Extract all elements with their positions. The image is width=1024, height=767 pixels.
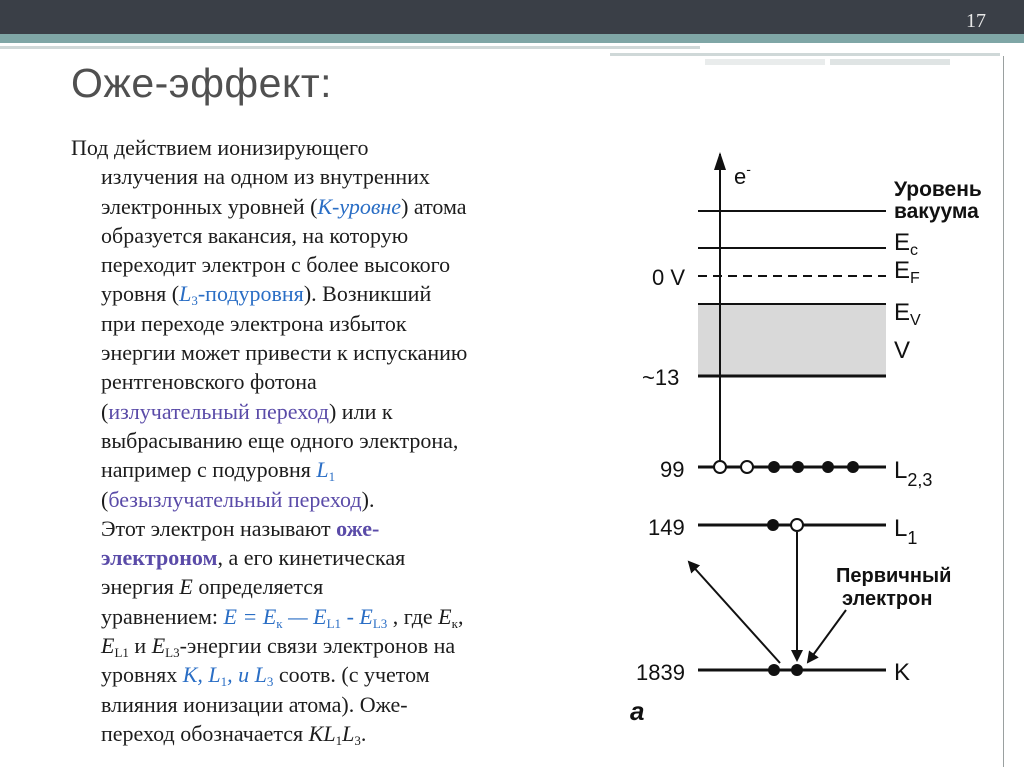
- valence-band: [698, 304, 886, 376]
- text-line: излучения на одном из внутренних: [101, 164, 430, 190]
- ec-label: $E_c$: [894, 229, 919, 259]
- value-0v: 0 V: [652, 265, 686, 290]
- auger-energy-diagram: [610, 140, 1010, 740]
- vacuum-label-1: Уровень: [894, 178, 982, 201]
- value-99: 99: [660, 457, 685, 482]
- top-bar: [0, 0, 1024, 34]
- decor-strip: [705, 59, 825, 65]
- ef-label: $E_F$: [894, 257, 920, 287]
- text-line: уровнях К, $L_1$, и $L_3$ соотв. (с учетом: [101, 662, 430, 690]
- text-line: переход обозначается $KL_1L_3$.: [101, 720, 367, 748]
- text-line: электронных уровней (К-уровне) атома: [101, 193, 467, 219]
- text-line: электроном, а его кинетическая: [101, 545, 406, 571]
- slide-number: 17: [966, 10, 986, 32]
- value-13: ~13: [642, 365, 680, 390]
- text-line: уровня $(L_3-подуровня)$. Возникший: [101, 281, 432, 309]
- ev-label: $E_V$: [894, 299, 921, 329]
- text-line: уравнением: $E = E_к$ — $E_{L1} - E_{L3}$ , где $E_к$,: [101, 603, 464, 631]
- electron: [791, 664, 803, 676]
- auger-electron-arrow: [689, 562, 780, 663]
- electron: [767, 519, 779, 531]
- panel-label: a: [630, 696, 645, 726]
- electron: [768, 461, 780, 473]
- electron: [768, 664, 780, 676]
- text-line: влияния ионизации атома). Оже-: [101, 691, 408, 717]
- k-label: K: [894, 659, 911, 686]
- text-line: энергия E определяется: [101, 574, 324, 600]
- decor-strip: [830, 59, 950, 65]
- text-line: Под действием ионизирующего: [71, 135, 369, 160]
- value-149: 149: [648, 515, 685, 540]
- v-label: V: [894, 337, 911, 364]
- text-line: (излучательный переход) или к: [101, 398, 393, 424]
- electron-vacancy: [791, 519, 803, 531]
- text-line: рентгеновского фотона: [101, 369, 317, 395]
- vacuum-label-2: вакуума: [894, 200, 979, 223]
- electron: [792, 461, 804, 473]
- value-1839: 1839: [636, 660, 685, 685]
- primary-electron-arrow: [808, 610, 846, 662]
- text-line: переходит электрон с более высокого: [101, 252, 451, 278]
- electron-vacancy: [741, 461, 753, 473]
- axis-arrow: [714, 152, 726, 170]
- primary-electron-label-2: электрон: [842, 588, 933, 610]
- electron: [847, 461, 859, 473]
- accent-bar: [0, 34, 1024, 43]
- text-line: образуется вакансия, на которую: [101, 222, 409, 248]
- text-line: при переходе электрона избыток: [101, 310, 407, 336]
- l1-label: $L_1$: [894, 515, 918, 548]
- electron: [822, 461, 834, 473]
- decor-line: [0, 46, 700, 49]
- text-line: энергии может привести к испусканию: [101, 340, 468, 366]
- text-line: Этот электрон называют оже-: [101, 515, 380, 541]
- body-text: [71, 133, 616, 748]
- text-line: например с подуровня $L_1$: [101, 457, 336, 485]
- text-line: выбрасыванию еще одного электрона,: [101, 427, 459, 453]
- primary-electron-label-1: Первичный: [836, 565, 952, 587]
- l23-label: $L_{2,3}$: [894, 457, 933, 490]
- text-line: $E_{L1}$ и $E_{L3}$-энергии связи электронов на: [101, 633, 456, 661]
- electron-vacancy: [714, 461, 726, 473]
- axis-label: e-: [734, 161, 751, 189]
- decor-line: [610, 53, 1000, 56]
- slide-title: Оже-эффект:: [71, 60, 333, 106]
- text-line: (безызлучательный переход).: [101, 486, 375, 512]
